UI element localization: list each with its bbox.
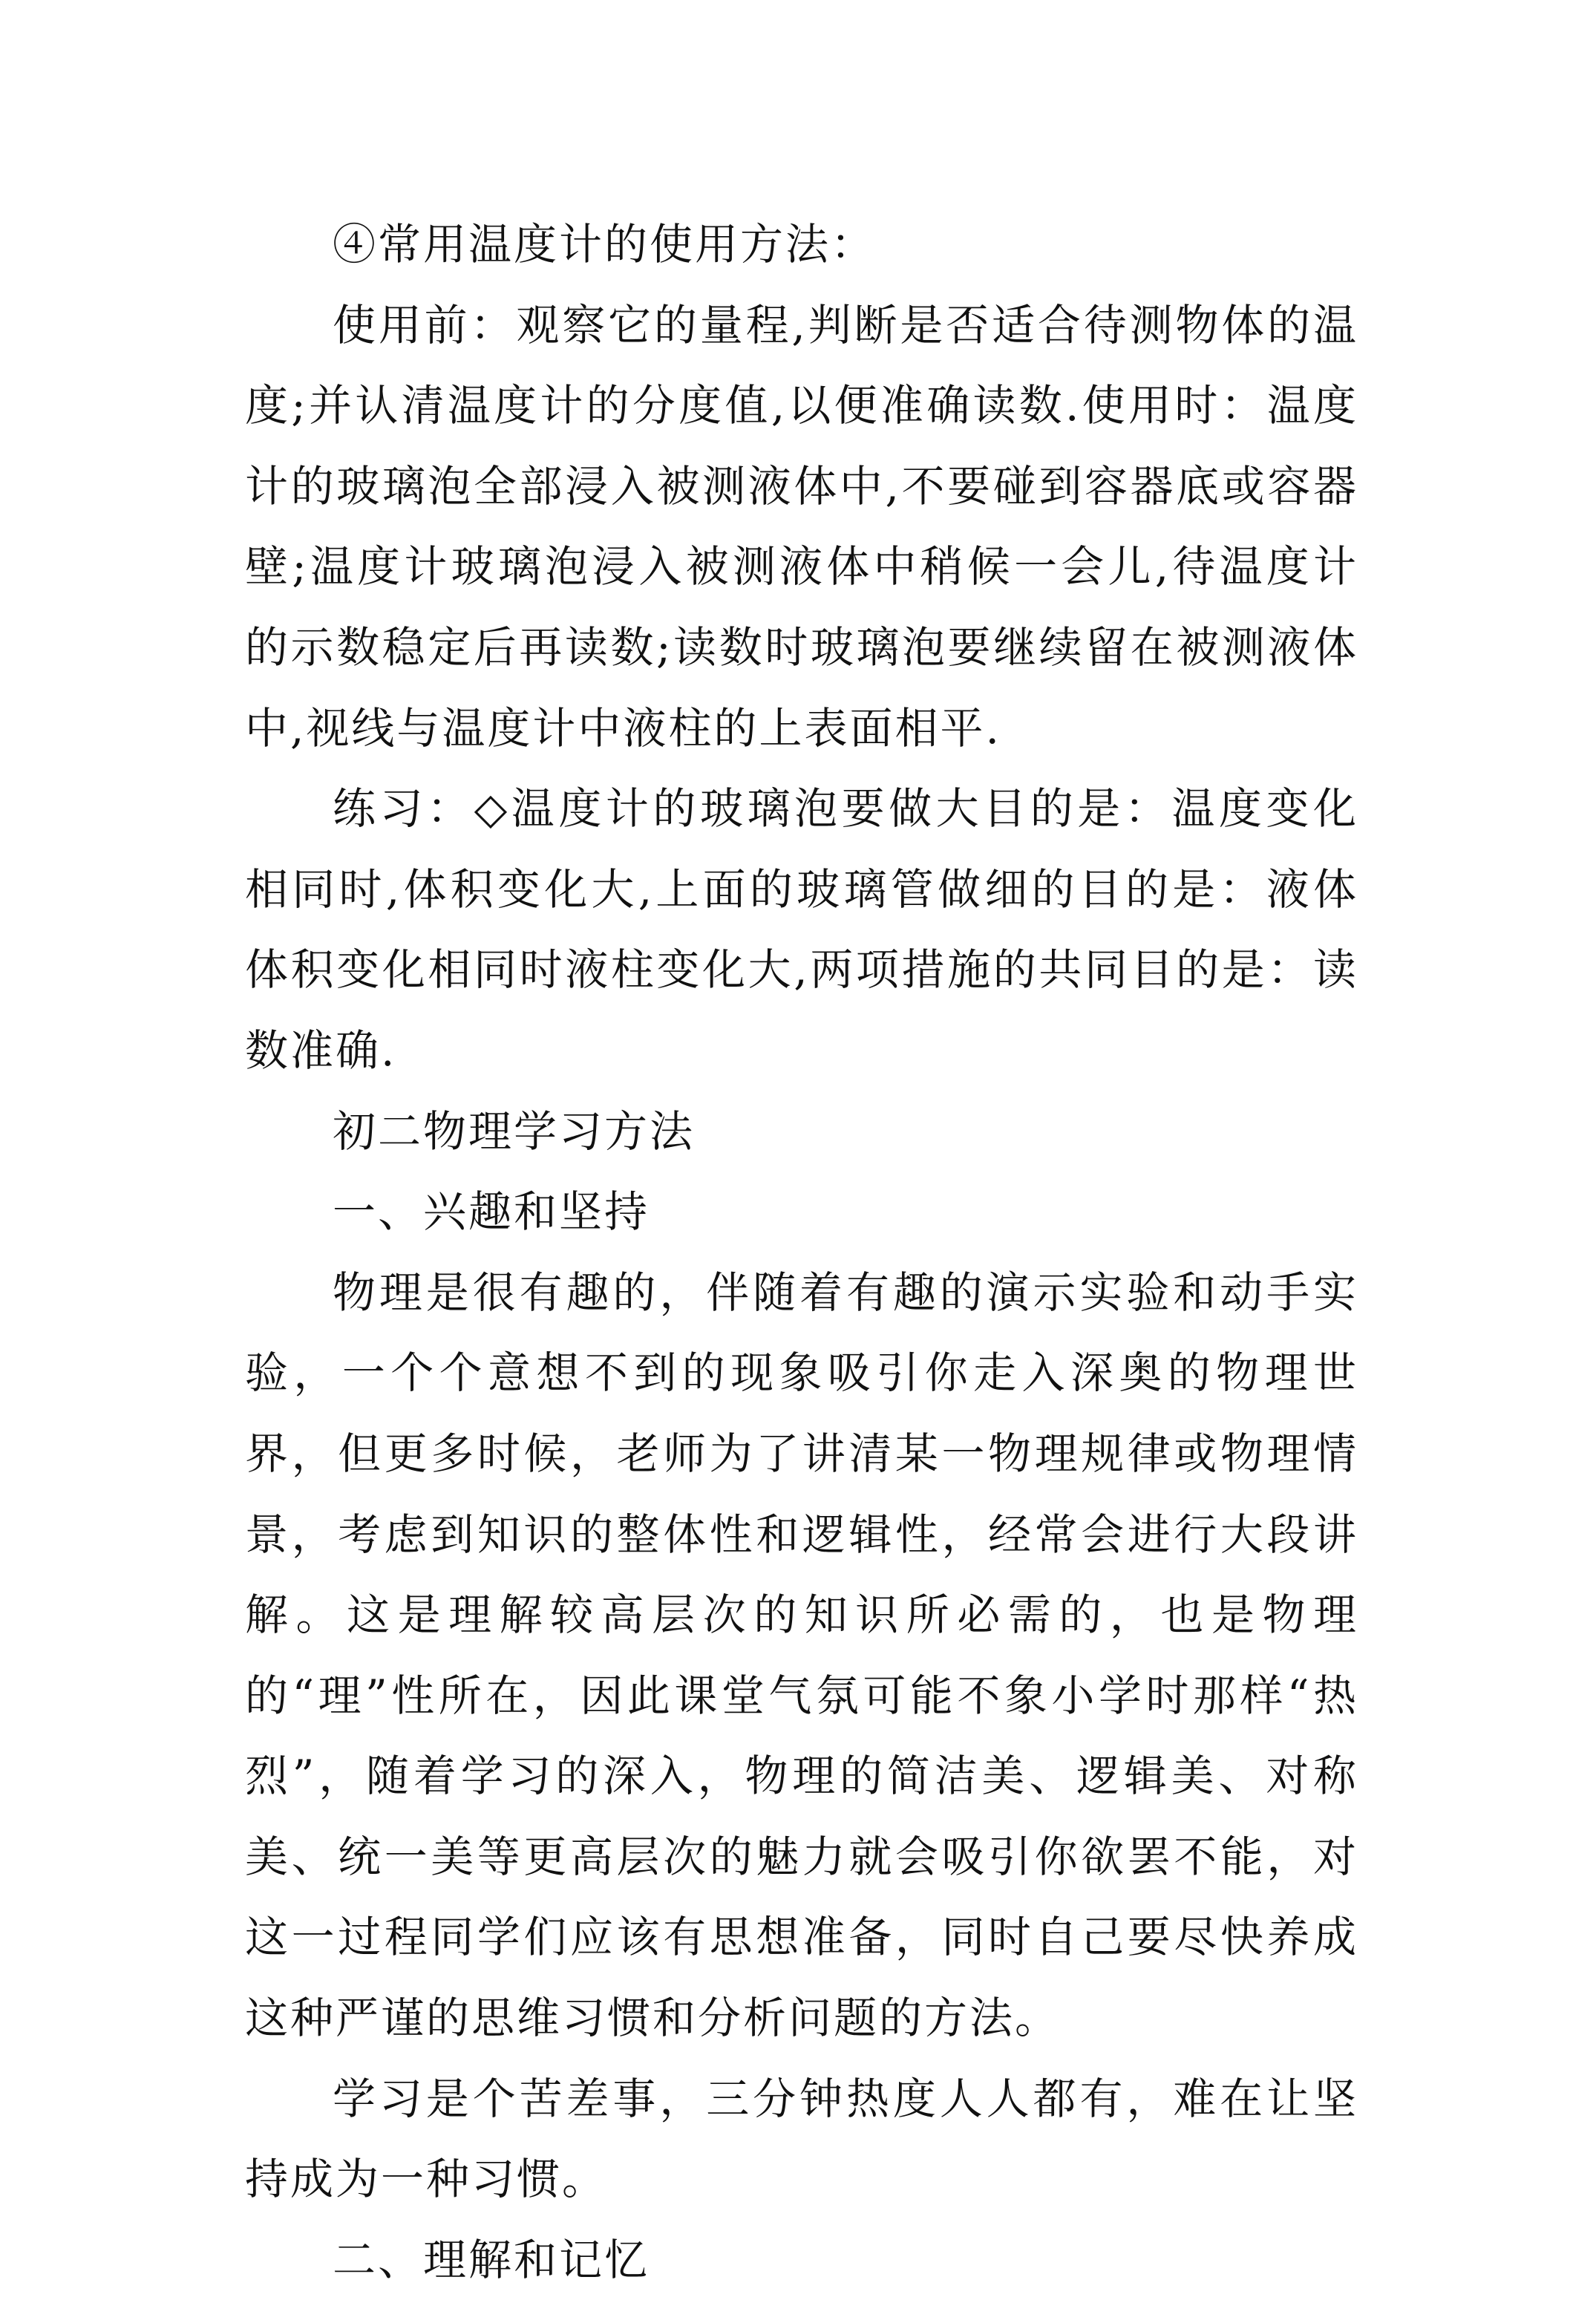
thermometer-usage-heading: ④常用温度计的使用方法： — [333, 219, 877, 269]
subsection-understanding-heading: 二、理解和记忆 — [333, 2234, 650, 2285]
subsection-interest-heading: 一、兴趣和坚持 — [333, 1186, 650, 1238]
document-body — [245, 204, 1358, 2300]
practice-paragraph: 练习：◇温度计的玻璃泡要做大目的是：温度变化相同时,体积变化大,上面的玻璃管做细的目的是：液体体积变化相同时液柱变化大,两项措施的共同目的是：读数准确. — [245, 783, 1358, 1076]
interest-paragraph: 物理是很有趣的，伴随着有趣的演示实验和动手实验，一个个意想不到的现象吸引你走入深奥的物理世界，但更多时候，老师为了讲清某一物理规律或物理情景，考虑到知识的整体性和逻辑性，经常会进行大段讲解。这是理解较高层次的知识所必需的，也是物理的“理”性所在，因此课堂气氛可能不象小学时那样“热烈”，随着学习的深入，物理的简洁美、逻辑美、对称美、统一美等更高层次的魅力就会吸引你欲罢不能，对这一过程同学们应该有思想准备，同时自己要尽快养成这种严谨的思维习惯和分析问题的方法。 — [245, 1267, 1358, 2044]
thermometer-usage-paragraph: 使用前：观察它的量程,判断是否适合待测物体的温度;并认清温度计的分度值,以便准确读数.使用时：温度计的玻璃泡全部浸入被测液体中,不要碰到容器底或容器壁;温度计玻璃泡浸入被测液体中稍候一会儿,待温度计的示数稳定后再读数;读数时玻璃泡要继续留在被测液体中,视线与温度计中液柱的上表面相平. — [245, 299, 1358, 754]
persistence-paragraph: 学习是个苦差事，三分钟热度人人都有，难在让坚持成为一种习惯。 — [245, 2073, 1358, 2205]
section-title: 初二物理学习方法 — [333, 1105, 696, 1157]
